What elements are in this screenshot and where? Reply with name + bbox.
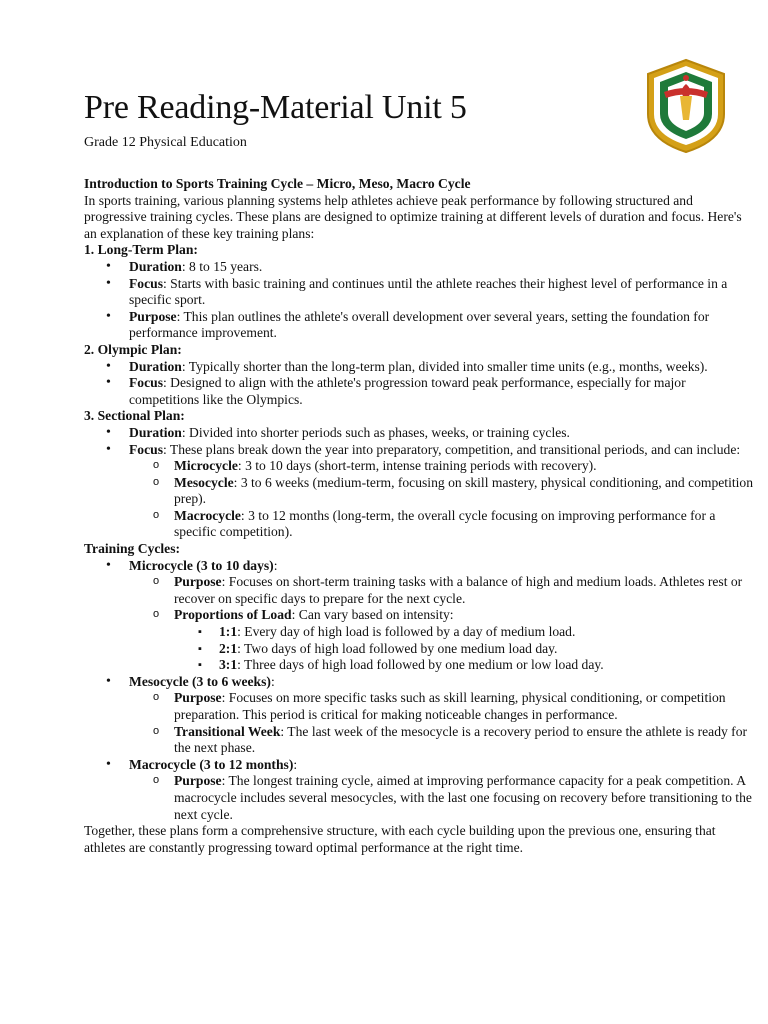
list-item <box>129 607 756 673</box>
list-item-term: Microcycle (3 to 10 days) <box>129 557 274 573</box>
list-item-text: : 8 to 15 years. <box>181 258 263 274</box>
list-item-term: Mesocycle (3 to 6 weeks) <box>129 673 271 689</box>
list-item <box>84 442 756 542</box>
list-item <box>129 574 756 607</box>
load-ratio-list <box>174 624 756 674</box>
list-item-macrocycle <box>84 757 756 823</box>
list-item-term: Duration <box>129 424 182 440</box>
list-item <box>84 259 756 276</box>
list-item-term: 2:1 <box>219 640 238 656</box>
plan-heading-sectional: 3. Sectional Plan: <box>84 408 185 424</box>
training-cycles-heading: Training Cycles: <box>84 541 181 557</box>
list-item-text: : Focuses on more specific tasks such as skill learning, physical conditioning, or competition preparation. This period is critical for making noticeable changes in performance. <box>174 690 726 722</box>
list-item-text: : <box>293 756 298 772</box>
list-item-term: Purpose <box>174 773 222 789</box>
plan-heading-long-term: 1. Long-Term Plan: <box>84 242 198 258</box>
mesocycle-details <box>129 690 756 756</box>
list-item-term: Mesocycle <box>174 474 234 490</box>
page-title: Pre Reading-Material Unit 5 <box>84 89 467 126</box>
list-item-text: : Designed to align with the athlete's progression toward peak performance, especially for major competitions like the Olympics. <box>129 375 686 407</box>
list-item-term: Macrocycle (3 to 12 months) <box>129 756 294 772</box>
microcycle-details <box>129 574 756 674</box>
list-item <box>129 724 756 757</box>
list-item-term: Focus <box>129 441 163 457</box>
list-item-text: : Starts with basic training and continues until the athlete reaches their highest level of performance in a specific sport. <box>129 275 728 308</box>
list-item-microcycle <box>84 558 756 674</box>
list-item-text: : Focuses on short-term training tasks with a balance of high and medium loads. Athletes rest or recover on specific days to prepare for the next cycle. <box>174 574 743 606</box>
list-item-term: Duration <box>129 258 182 274</box>
list-item-text: : 3 to 10 days (short-term, intense training periods with recovery). <box>237 458 597 474</box>
list-item-term: Purpose <box>129 308 177 324</box>
list-item <box>174 657 756 674</box>
list-item-term: 3:1 <box>219 657 238 673</box>
list-item-mesocycle <box>84 674 756 757</box>
olympic-plan-list <box>84 359 756 409</box>
list-item-term: Duration <box>129 358 182 374</box>
list-item <box>129 458 756 475</box>
list-item-term: Purpose <box>174 574 222 590</box>
list-item <box>129 475 756 508</box>
intro-text: In sports training, various planning systems help athletes achieve peak performance by following structured and progressive training cycles. These plans are designed to optimize training at different levels of duration and focus. Here's an explanation of these key training plans: <box>84 192 742 241</box>
list-item-text: : Every day of high load is followed by a day of medium load. <box>237 624 576 640</box>
list-item-term: 1:1 <box>219 624 238 640</box>
list-item <box>84 425 756 442</box>
list-item-text: : Divided into shorter periods such as phases, weeks, or training cycles. <box>181 424 570 440</box>
list-item-text: : The last week of the mesocycle is a recovery period to ensure the athlete is ready for the next phase. <box>174 723 748 756</box>
intro-heading: Introduction to Sports Training Cycle – Micro, Meso, Macro Cycle <box>84 176 471 191</box>
list-item-text: : 3 to 6 weeks (medium-term, focusing on skill mastery, physical conditioning, and competition prep). <box>174 474 754 507</box>
training-cycles-list <box>84 558 756 824</box>
page-subtitle: Grade 12 Physical Education <box>84 135 247 150</box>
list-item <box>84 375 756 408</box>
list-item-term: Focus <box>129 275 163 291</box>
list-item-text: : Can vary based on intensity: <box>291 607 454 623</box>
long-term-plan-list <box>84 259 756 342</box>
list-item <box>174 624 756 641</box>
list-item-term: Proportions of Load <box>174 607 292 623</box>
list-item-text: : 3 to 12 months (long-term, the overall cycle focusing on improving performance for a specific competition). <box>174 507 716 540</box>
macrocycle-details <box>129 773 756 823</box>
list-item-term: Focus <box>129 375 163 391</box>
plan-heading-olympic: 2. Olympic Plan: <box>84 341 182 357</box>
list-item <box>129 508 756 541</box>
list-item-text: : Typically shorter than the long-term plan, divided into smaller time units (e.g., months, weeks). <box>181 358 708 374</box>
list-item-text: : This plan outlines the athlete's overall development over several years, setting the foundation for performance improvement. <box>129 308 710 341</box>
list-item <box>129 773 756 823</box>
list-item <box>84 359 756 376</box>
list-item-text: : Two days of high load followed by one medium load day. <box>237 640 558 656</box>
list-item <box>84 276 756 309</box>
list-item <box>129 690 756 723</box>
list-item-text: : <box>270 673 275 689</box>
list-item-term: Purpose <box>174 690 222 706</box>
list-item-term: Microcycle <box>174 458 238 474</box>
list-item <box>84 309 756 342</box>
sectional-subcycle-list <box>129 458 756 541</box>
sectional-plan-list <box>84 425 756 541</box>
list-item-term: Transitional Week <box>174 723 281 739</box>
list-item <box>174 641 756 658</box>
list-item-text: : The longest training cycle, aimed at improving performance capacity for a peak competition. A macrocycle includes several mesocycles, with the last one focusing on recovery before transitioning to the next cycle. <box>174 773 752 822</box>
list-item-text: : These plans break down the year into preparatory, competition, and transitional periods, and can include: <box>162 441 741 457</box>
list-item-term: Macrocycle <box>174 507 241 523</box>
list-item-text: : Three days of high load followed by one medium or low load day. <box>237 657 604 673</box>
list-item-text: : <box>273 557 278 573</box>
conclusion-text: Together, these plans form a comprehensive structure, with each cycle building upon the previous one, ensuring that athletes are constantly progressing toward optimal performance at the right time. <box>84 823 716 855</box>
